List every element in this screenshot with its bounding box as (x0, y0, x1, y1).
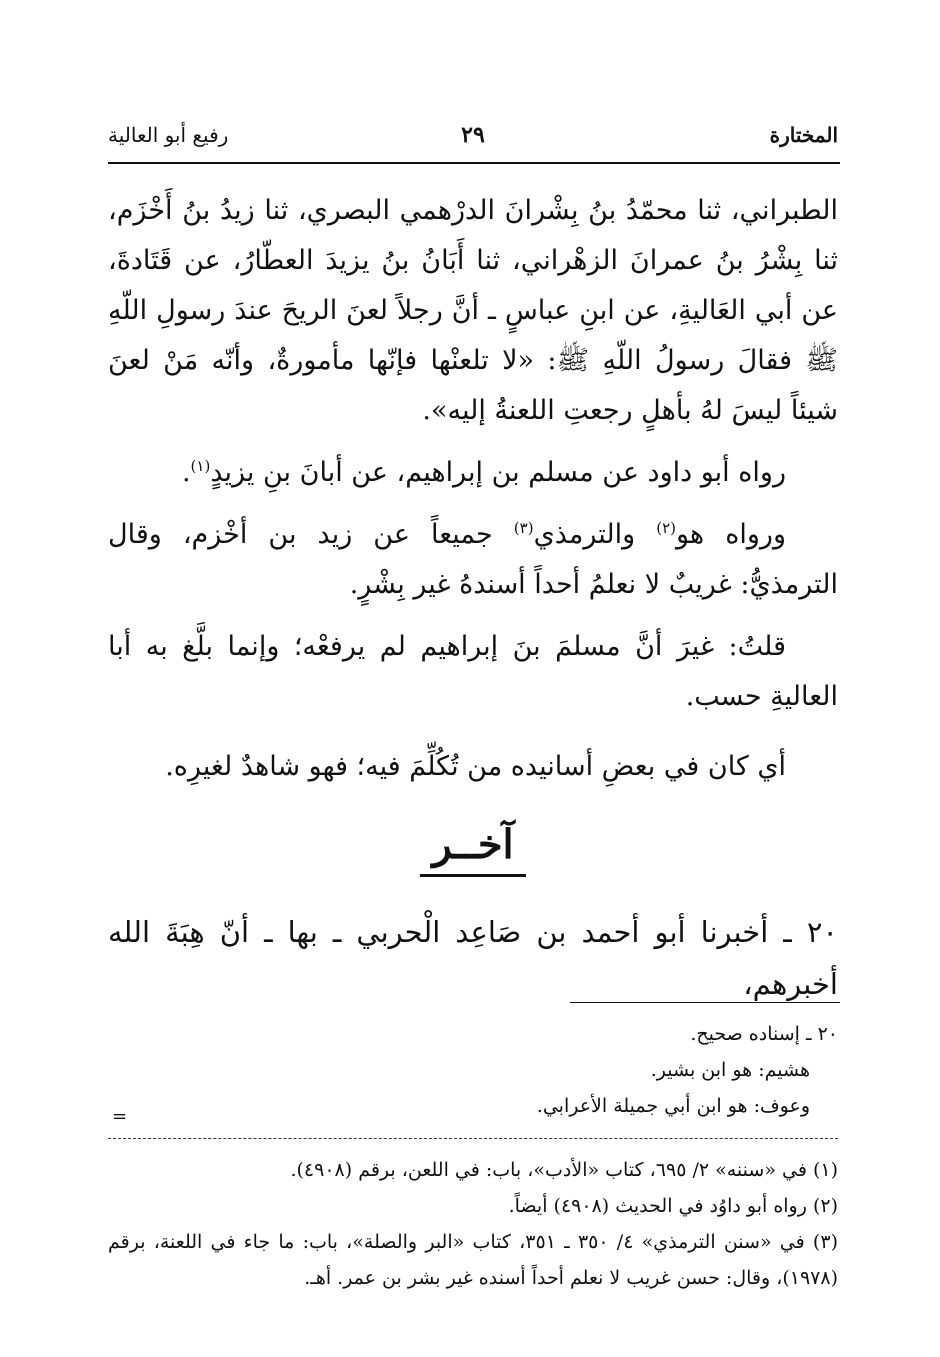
paragraph-tirmidhi-c: جميعاً عن زيد بن أخْزم، وقال الترمذيُّ: غريبٌ لا نعلمُ أحداً أسندهُ غير بِشْرٍ. (108, 519, 838, 600)
footnote-3: (٣) في «سنن الترمذي» ٤/ ٣٥٠ ـ ٣٥١، كتاب «البر والصلة»، باب: ما جاء في اللعنة، برقم (١٩٧٨)، وقال: حسن غريب لا نعلم أحداً أسنده غير بشر بن عمر. أهـ. (108, 1231, 838, 1289)
paragraph-tirmidhi-a: ورواه هو (675, 519, 786, 550)
paragraph-tirmidhi (108, 510, 838, 610)
editor-notes (108, 1016, 838, 1124)
footnote-marker-2: (٢) (656, 519, 676, 537)
hadith-20-start: ٢٠ ـ أخبرنا أبو أحمد بن صَاعِد الْحربي ـ بها ـ أنّ هِبَةَ الله أخبرهم، (108, 915, 838, 1001)
header-section-title: رفيع أبو العالية (108, 123, 229, 147)
notes-rule (570, 1002, 840, 1003)
section-heading (108, 820, 838, 877)
paragraph-tirmidhi-b: والترمذي (533, 519, 657, 550)
footnote-2: (٢) رواه أبو داوُد في الحديث (٤٩٠٨) أيضاً. (508, 1195, 838, 1217)
paragraph-abu-dawud-end: . (181, 457, 191, 488)
running-header (108, 120, 838, 160)
note-awf: وعوف: هو ابن أبي جميلة الأعرابي. (536, 1095, 810, 1117)
paragraph-explanation: أي كان في بعضِ أسانيده من تُكُلِّمَ فيه؛ فهو شاهدٌ لغيرِه. (165, 751, 786, 782)
note-hushaym: هشيم: هو ابن بشير. (650, 1059, 810, 1081)
paragraph-abu-dawud-text: رواه أبو داود عن مسلم بن إبراهيم، عن أبانَ بنِ يزيدٍ (210, 457, 786, 488)
footnotes (108, 1152, 838, 1296)
footnote-1: (١) في «سننه» ٢/ ٦٩٥، كتاب «الأدب»، باب: في اللعن، برقم (٤٩٠٨). (290, 1159, 838, 1181)
note-isnad: ٢٠ ـ إسناده صحيح. (690, 1023, 838, 1045)
footnotes-rule (108, 1138, 838, 1139)
continuation-mark: = (112, 1106, 128, 1127)
footnote-marker-1: (١) (190, 457, 211, 475)
paragraph-comment: قلتُ: غيرَ أنَّ مسلمَ بنَ إبراهيم لم يرفعْه؛ وإنما بلَّغ به أبا العاليةِ حسب. (108, 631, 838, 712)
page-number: ٢٩ (461, 122, 485, 148)
header-rule (108, 162, 840, 164)
paragraph-abu-dawud (108, 448, 838, 498)
paragraph-isnad: الطبراني، ثنا محمّدُ بنُ بِشْرانَ الدرْهمي البصري، ثنا زيدُ بنُ أَخْزَم، ثنا بِشْرُ بنُ عمرانَ الزهْراني، ثنا أَبَانُ بنُ يزيدَ العطّارُ، عن قَتَادةَ، عن أبي العَاليةِ، عن ابنِ عباسٍ ـ أنَّ رجلاً لعنَ الريحَ عندَ رسولِ اللّهِ ﷺ فقالَ رسولُ اللّهِ ﷺ: «لا تلعنْها فإنّها مأمورةٌ، وأنّه مَنْ لعنَ شيئاً ليسَ لهُ بأهلٍ رجعتِ اللعنةُ إليه». (108, 195, 838, 426)
footnote-marker-3: (٣) (513, 519, 534, 537)
main-text (108, 186, 838, 1039)
header-book-title: المختارة (769, 123, 838, 147)
section-heading-text: آخــر (420, 820, 525, 877)
